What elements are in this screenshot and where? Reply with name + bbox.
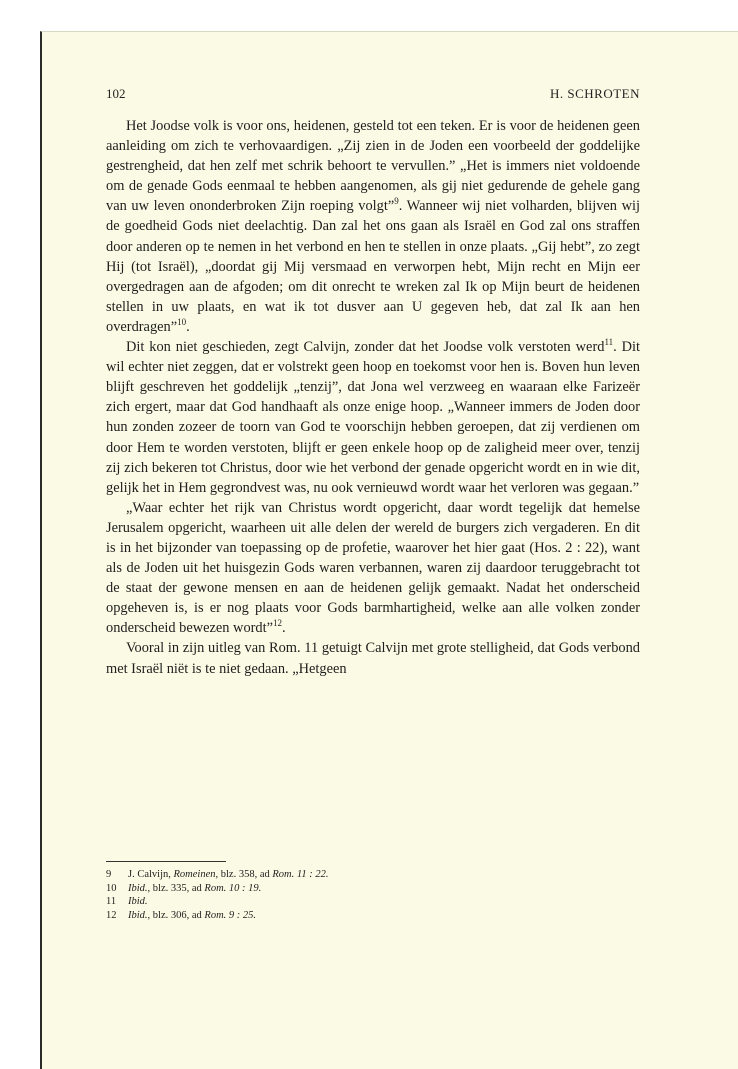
body-text	[106, 116, 640, 679]
footnote-number: 11	[106, 896, 117, 908]
text-run: Het Joodse volk is voor ons, heidenen, gesteld tot een teken. Er is voor de heidenen geen aanleiding om zich te verhovaardigen. „Zij zien in de Joden een voorbeeld der goddelijke gestrengheid, dat hen zelf met schrik behoort te vervullen.” „Het is immers niet voldoende om de genade Gods eenmaal te hebben aangenomen, als gij niet gedurende de gehele gang van uw leven ononderbroken Zijn roeping volgt”	[106, 118, 640, 215]
citation-text: , blz. 306, ad	[147, 909, 205, 921]
footnote-number: 9	[106, 869, 112, 880]
footnote-rule	[106, 861, 226, 862]
citation-text: , blz. 335, ad	[147, 882, 205, 894]
text-run: . Wanneer wij niet volharden, blijven wij de goedheid Gods niet deelachtig. Dan zal het ons gaan als Israël en God zal ons straffen door anderen op te nemen in het verbond en hen te stellen in onze plaats. „Gij hebt”, zo zegt Hij (tot Israël), „doordat gij Mij versmaad en verworpen hebt, Mijn recht en Mijn eer overgedragen aan de afgoden; om dit onrecht te wreken zal Ik op Mijn beurt de heidenen stellen in uw plaats, en wat ik tot dusver aan U gegeven heb, dat zal Ik aan hen overdragen”	[106, 198, 640, 335]
footnote	[106, 909, 640, 923]
citation-italic: Ibid.	[128, 882, 148, 894]
citation-italic: Rom. 10 : 19.	[204, 882, 262, 894]
text-run: . Dit wil echter niet zeggen, dat er volstrekt geen hoop en toekomst voor hen is. Boven hun leven blijft geschreven het goddelijk „tenzij”, dat Jona wel verzweeg en waaraan elke Farizeër zich ergert, maar dat God handhaaft als onze enige hoop. „Wanneer immers de Joden door hun zonden zozeer de toorn van God te voorschijn hebben geroepen, dat zij verdienen om door Hem te worden verstoten, blijft er geen enkele hoop op de zaligheid meer over, tenzij zij zich bekeren tot Christus, door wie het verbond der genade opgericht wordt en in wie dit, gelijk het in Hem gegrondvest was, nu ook vernieuwd wordt waar het verloren was gegaan.”	[106, 339, 640, 496]
text-run: „Waar echter het rijk van Christus wordt opgericht, daar wordt tegelijk dat hemelse Jerusalem opgericht, waarheen uit alle delen der wereld de burgers zich vergaderen. En dit is in het bijzonder van toepassing op de profetie, waarover het hier gaat (Hos. 2 : 22), want als de Joden uit het huisgezin Gods waren verbannen, waren zij daardoor teruggebracht tot de staat der gewone mensen en aan de heidenen gelijk gemaakt. Nadat het onderscheid opgeheven is, is er nog plaats voor Gods barmhartigheid, welke aan alle volken zonder onderscheid bewezen wordt”	[106, 499, 640, 637]
footnotes	[106, 868, 640, 922]
citation-italic: Rom. 11 : 22.	[272, 869, 329, 880]
footnote-text	[128, 909, 256, 923]
page-number: 102	[106, 86, 126, 101]
citation-italic: Rom. 9 : 25.	[204, 909, 257, 921]
footnote-text	[128, 882, 261, 896]
paragraph	[106, 498, 640, 639]
citation-text: , blz. 358, ad	[215, 869, 273, 880]
footnote-ref: 10	[177, 317, 187, 328]
citation-text: J. Calvijn,	[128, 869, 174, 880]
footnote-ref: 12	[273, 618, 283, 629]
text-run: Vooral in zijn uitleg van Rom. 11 getuigt Calvijn met grote stelligheid, dat Gods verbond met Israël niët is te niet gedaan. „Hetgeen	[106, 640, 640, 677]
footnote	[106, 868, 640, 882]
footnote-text	[128, 868, 328, 882]
footnote	[106, 882, 640, 896]
footnote-number: 12	[106, 909, 117, 921]
footnote-ref: 9	[394, 196, 399, 207]
running-head-author: H. SCHROTEN	[549, 86, 640, 101]
text-run: .	[186, 318, 190, 335]
paragraph	[106, 337, 640, 498]
citation-italic: Romeinen	[173, 869, 216, 880]
citation-italic: Ibid.	[128, 909, 148, 921]
footnote-number: 10	[106, 882, 117, 894]
text-run: Dit kon niet geschieden, zegt Calvijn, zonder dat het Joodse volk verstoten werd	[126, 339, 605, 356]
running-header	[106, 86, 640, 104]
citation-italic: Ibid.	[128, 896, 148, 908]
paragraph	[106, 638, 640, 678]
text-run: .	[282, 620, 286, 637]
footnote-ref: 11	[604, 337, 614, 348]
paragraph	[106, 116, 640, 337]
footnote	[106, 895, 640, 909]
footnote-text	[128, 895, 148, 909]
